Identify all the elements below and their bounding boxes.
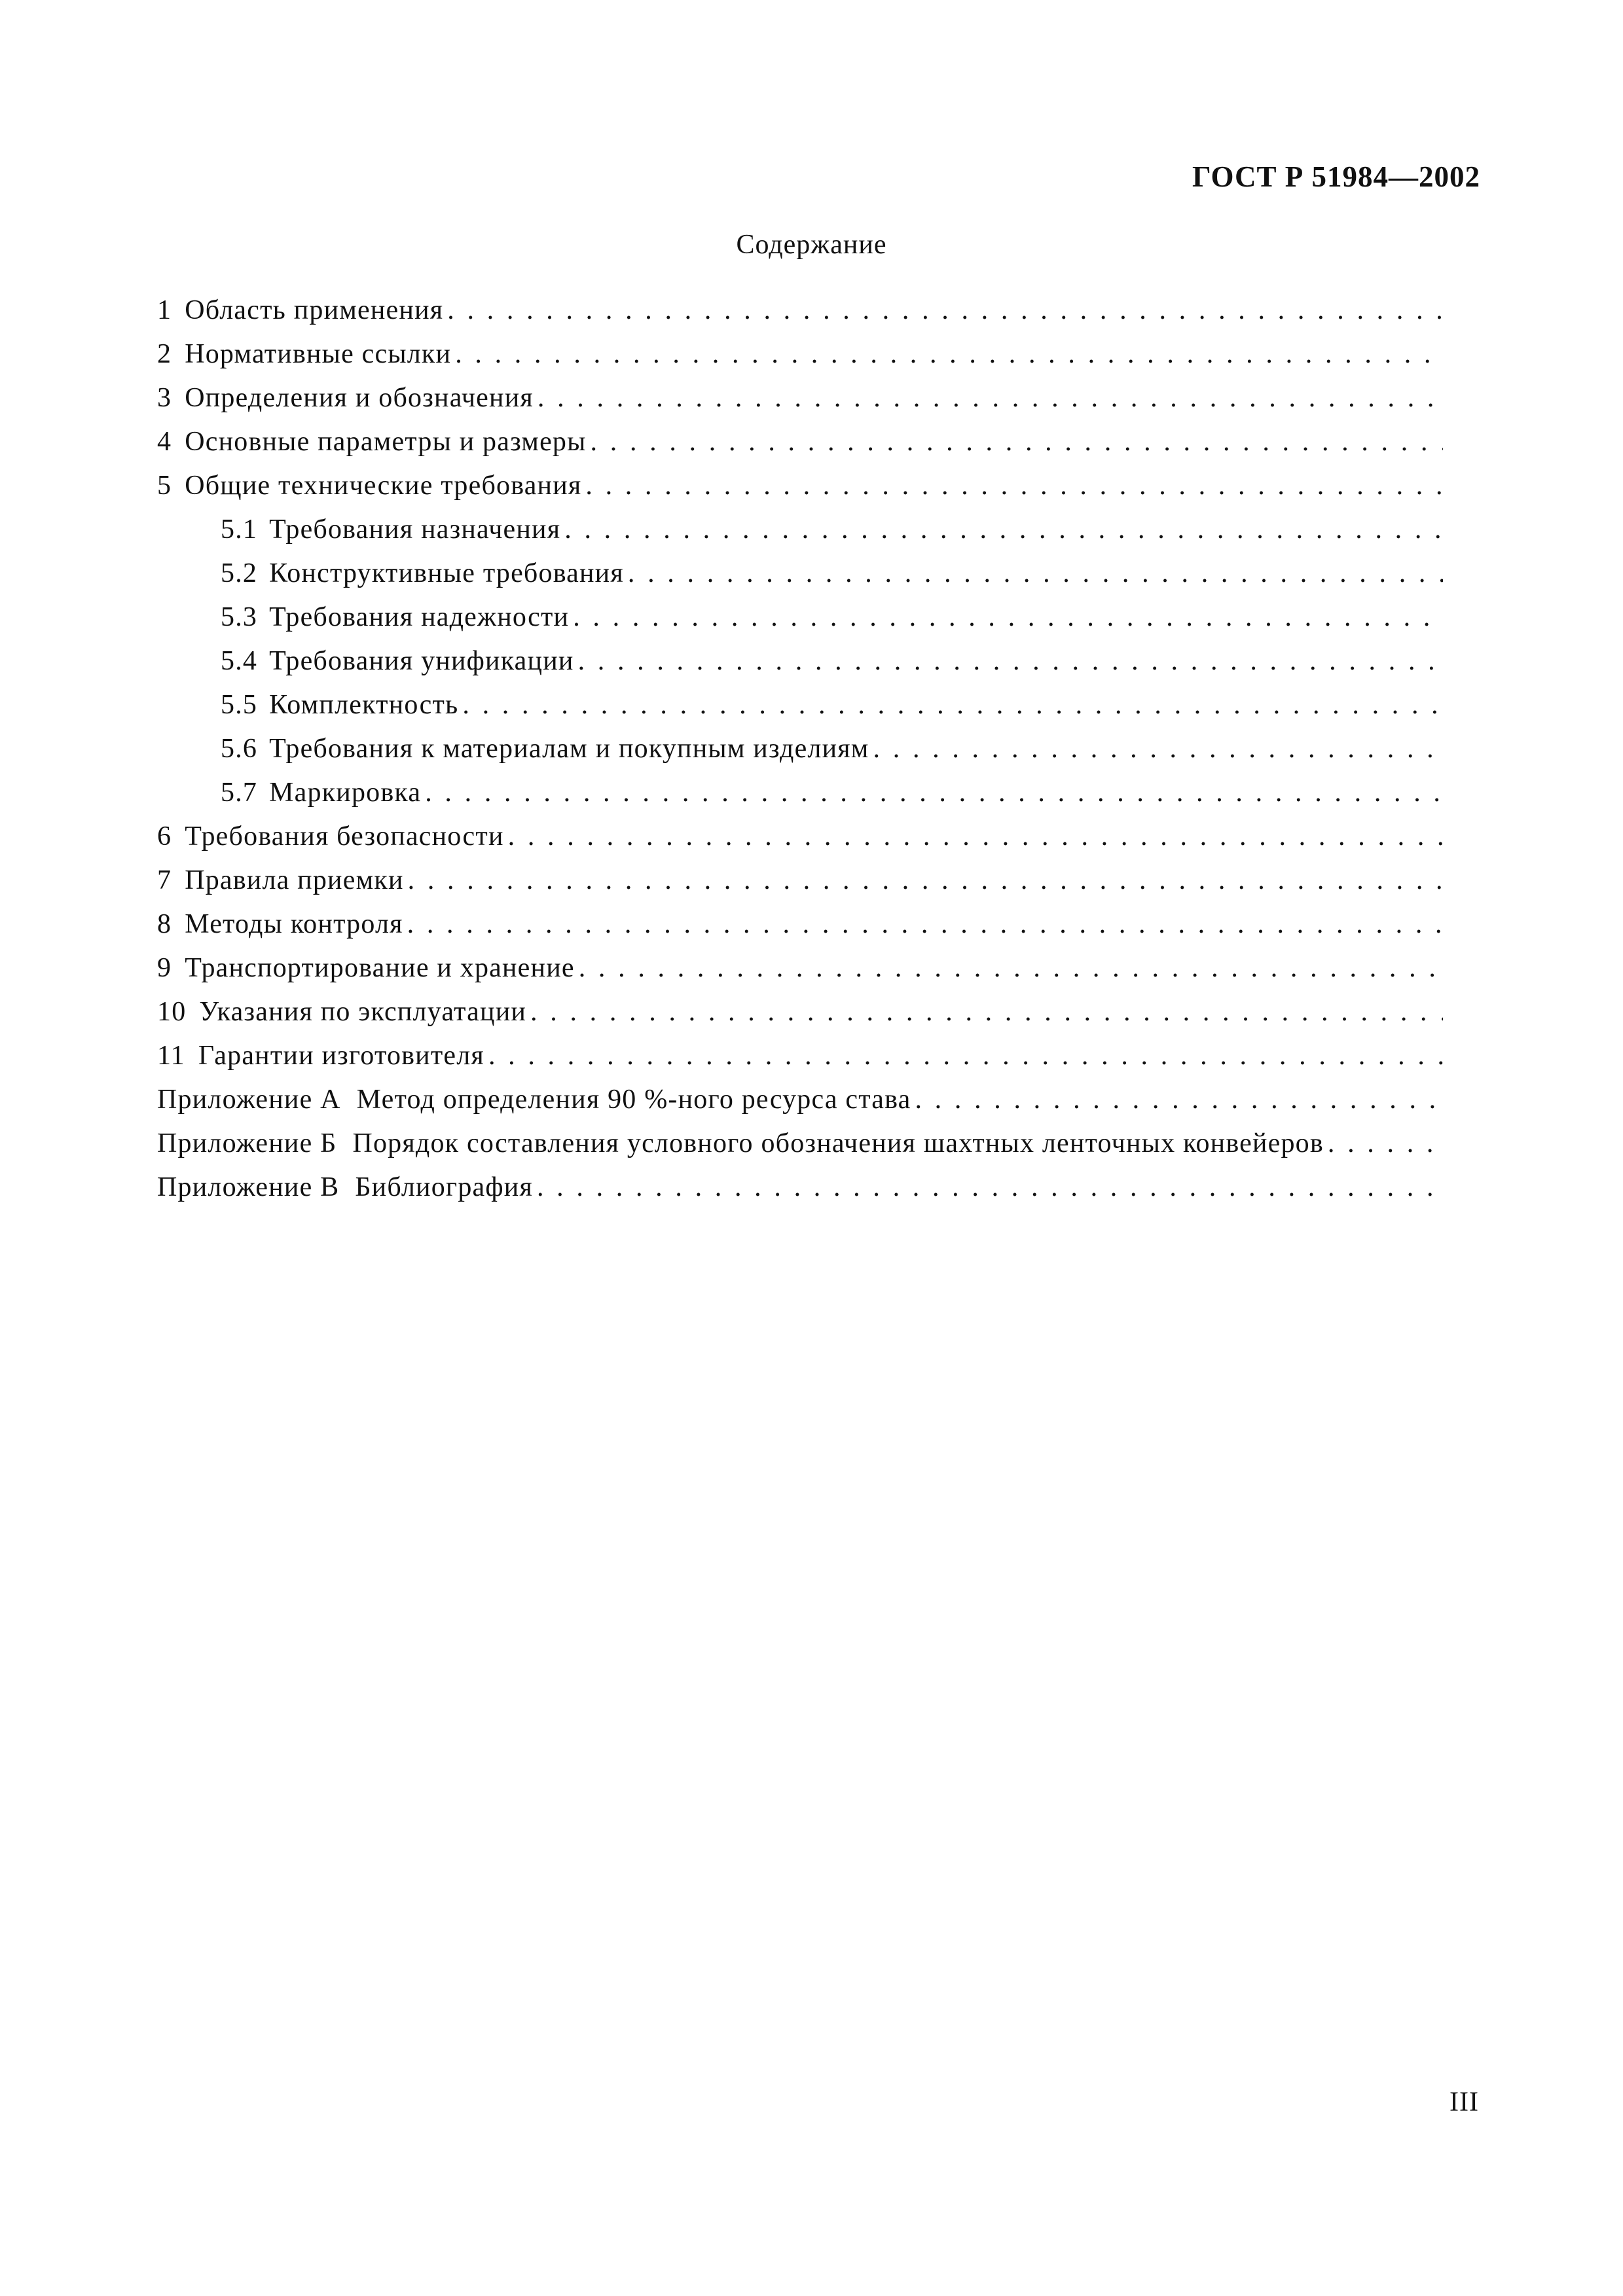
toc-entry[interactable]: [157, 908, 1443, 952]
toc-entry[interactable]: [157, 952, 1443, 996]
toc-entry-number: 5.3: [221, 602, 258, 632]
toc-entry[interactable]: [157, 865, 1443, 908]
toc-entry-label: Метод определения 90 %-ного ресурса става: [356, 1085, 911, 1115]
toc-entry-number: 1: [157, 295, 172, 325]
toc-entry-number: 6: [157, 821, 172, 852]
toc-entry[interactable]: [157, 338, 1443, 382]
toc-entry[interactable]: [157, 777, 1443, 821]
page-number: III: [1450, 2087, 1479, 2117]
toc-entry[interactable]: [157, 558, 1443, 601]
dot-leader: [578, 645, 1443, 677]
dot-leader: [488, 1040, 1443, 1071]
toc-entry-label: Требования к материалам и покупным изделиям: [269, 734, 869, 764]
toc-entry-label: Гарантии изготовителя: [198, 1041, 484, 1071]
toc-entry[interactable]: [157, 514, 1443, 558]
toc-entry-label: Требования безопасности: [185, 821, 504, 852]
toc-entry[interactable]: [157, 426, 1443, 470]
toc-entry-number: 9: [157, 953, 172, 983]
toc-entry-number: Приложение А: [157, 1085, 341, 1115]
dot-leader: [537, 1172, 1443, 1203]
table-of-contents: [157, 295, 1443, 1215]
dot-leader: [425, 777, 1443, 808]
toc-entry-number: 5: [157, 471, 172, 501]
dot-leader: [462, 689, 1443, 721]
toc-entry-label: Требования унификации: [269, 646, 574, 676]
dot-leader: [408, 865, 1443, 896]
toc-entry-label: Требования надежности: [269, 602, 570, 632]
dot-leader: [1328, 1128, 1443, 1159]
toc-entry[interactable]: [157, 1172, 1443, 1215]
toc-entry-label: Порядок составления условного обозначения шахтных ленточных конвейеров: [352, 1128, 1324, 1158]
toc-entry-label: Требования назначения: [269, 514, 561, 545]
toc-entry[interactable]: [157, 382, 1443, 426]
dot-leader: [915, 1084, 1443, 1115]
dot-leader: [447, 295, 1443, 326]
toc-entry[interactable]: [157, 733, 1443, 777]
toc-entry-label: Основные параметры и размеры: [185, 427, 587, 457]
toc-entry-number: 5.1: [221, 514, 258, 545]
toc-entry[interactable]: [157, 821, 1443, 865]
toc-entry-number: 5.2: [221, 558, 258, 588]
toc-entry-label: Правила приемки: [185, 865, 404, 895]
toc-entry-label: Методы контроля: [185, 909, 403, 939]
toc-entry-number: 5.7: [221, 778, 258, 808]
toc-entry-label: Область применения: [185, 295, 444, 325]
toc-entry[interactable]: [157, 601, 1443, 645]
dot-leader: [628, 558, 1443, 589]
dot-leader: [407, 908, 1443, 940]
toc-entry[interactable]: [157, 689, 1443, 733]
toc-entry-number: 11: [157, 1041, 185, 1071]
toc-entry-number: 3: [157, 383, 172, 413]
dot-leader: [585, 470, 1443, 501]
toc-entry-label: Указания по эксплуатации: [199, 997, 527, 1027]
toc-entry[interactable]: [157, 470, 1443, 514]
document-code: ГОСТ Р 51984—2002: [1192, 160, 1480, 193]
dot-leader: [591, 426, 1443, 457]
toc-entry-number: 5.6: [221, 734, 258, 764]
toc-entry-number: 7: [157, 865, 172, 895]
dot-leader: [538, 382, 1443, 414]
toc-entry[interactable]: [157, 295, 1443, 338]
dot-leader: [573, 601, 1443, 633]
toc-entry-label: Определения и обозначения: [185, 383, 534, 413]
toc-entry-number: 10: [157, 997, 187, 1027]
toc-entry-number: 2: [157, 339, 172, 369]
dot-leader: [508, 821, 1443, 852]
toc-entry[interactable]: [157, 1128, 1443, 1172]
toc-entry[interactable]: [157, 1084, 1443, 1128]
toc-entry-number: 4: [157, 427, 172, 457]
toc-entry-number: 5.4: [221, 646, 258, 676]
toc-entry-label: Комплектность: [269, 690, 459, 720]
dot-leader: [455, 338, 1443, 370]
dot-leader: [530, 996, 1443, 1028]
toc-entry-label: Нормативные ссылки: [185, 339, 452, 369]
dot-leader: [579, 952, 1443, 984]
dot-leader: [873, 733, 1443, 764]
toc-entry-label: Транспортирование и хранение: [185, 953, 575, 983]
toc-entry-number: Приложение Б: [157, 1128, 337, 1158]
toc-entry-label: Общие технические требования: [185, 471, 582, 501]
toc-entry-number: Приложение В: [157, 1172, 340, 1202]
toc-entry-label: Конструктивные требования: [269, 558, 624, 588]
toc-entry-number: 5.5: [221, 690, 258, 720]
toc-title: Содержание: [736, 230, 887, 260]
toc-entry[interactable]: [157, 996, 1443, 1040]
toc-entry-label: Маркировка: [269, 778, 422, 808]
toc-entry-label: Библиография: [355, 1172, 533, 1202]
dot-leader: [564, 514, 1443, 545]
toc-entry[interactable]: [157, 645, 1443, 689]
toc-entry-number: 8: [157, 909, 172, 939]
toc-entry[interactable]: [157, 1040, 1443, 1084]
